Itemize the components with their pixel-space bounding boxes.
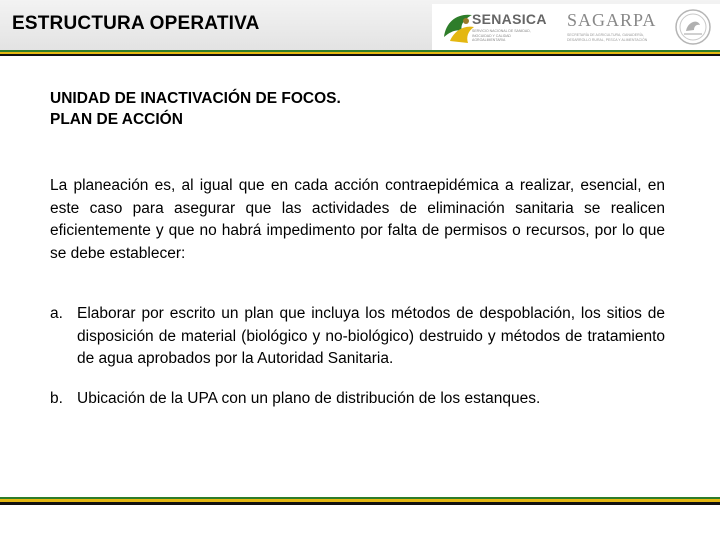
intro-paragraph: La planeación es, al igual que en cada acción contraepidémica a realizar, esencial, en este caso para asegurar que las actividades de eliminación sanitaria se realicen eficientemente y que no habrá impedimento por falta de permisos o recursos, por lo que se debe establecer: [50, 177, 665, 262]
list-marker: a. [50, 305, 63, 322]
senasica-logo-text: SENASICA [472, 11, 547, 27]
list-item-text: Ubicación de la UPA con un plano de distribución de los estanques. [77, 390, 541, 407]
logo-panel [432, 4, 720, 50]
header-stripe-black [0, 54, 720, 56]
senasica-logo-subtitle: SERVICIO NACIONAL DE SANIDAD, INOCUIDAD Y CALIDAD AGROALIMENTARIA [472, 29, 531, 42]
sagarpa-logo-subtitle: SECRETARÍA DE AGRICULTURA, GANADERÍA, DESARROLLO RURAL, PESCA Y ALIMENTACIÓN [567, 33, 648, 42]
footer-bar [0, 505, 720, 540]
list-marker: b. [50, 390, 63, 407]
list-item-text: Elaborar por escrito un plan que incluya los métodos de despoblación, los sitios de disposición de material (biológico y no-biológico) destruido y métodos de tratamiento de agua aprobados por la Autoridad Sanitaria. [77, 305, 665, 367]
section-heading [50, 88, 341, 130]
heading-line-2: PLAN DE ACCIÓN [50, 111, 183, 128]
page-title: ESTRUCTURA OPERATIVA [12, 13, 260, 34]
list-item-a [50, 303, 665, 371]
mexico-coat-of-arms-icon [672, 7, 714, 47]
sagarpa-logo-text: SAGARPA [567, 10, 657, 30]
list-item-b [50, 388, 665, 411]
heading-line-1: UNIDAD DE INACTIVACIÓN DE FOCOS. [50, 90, 341, 107]
